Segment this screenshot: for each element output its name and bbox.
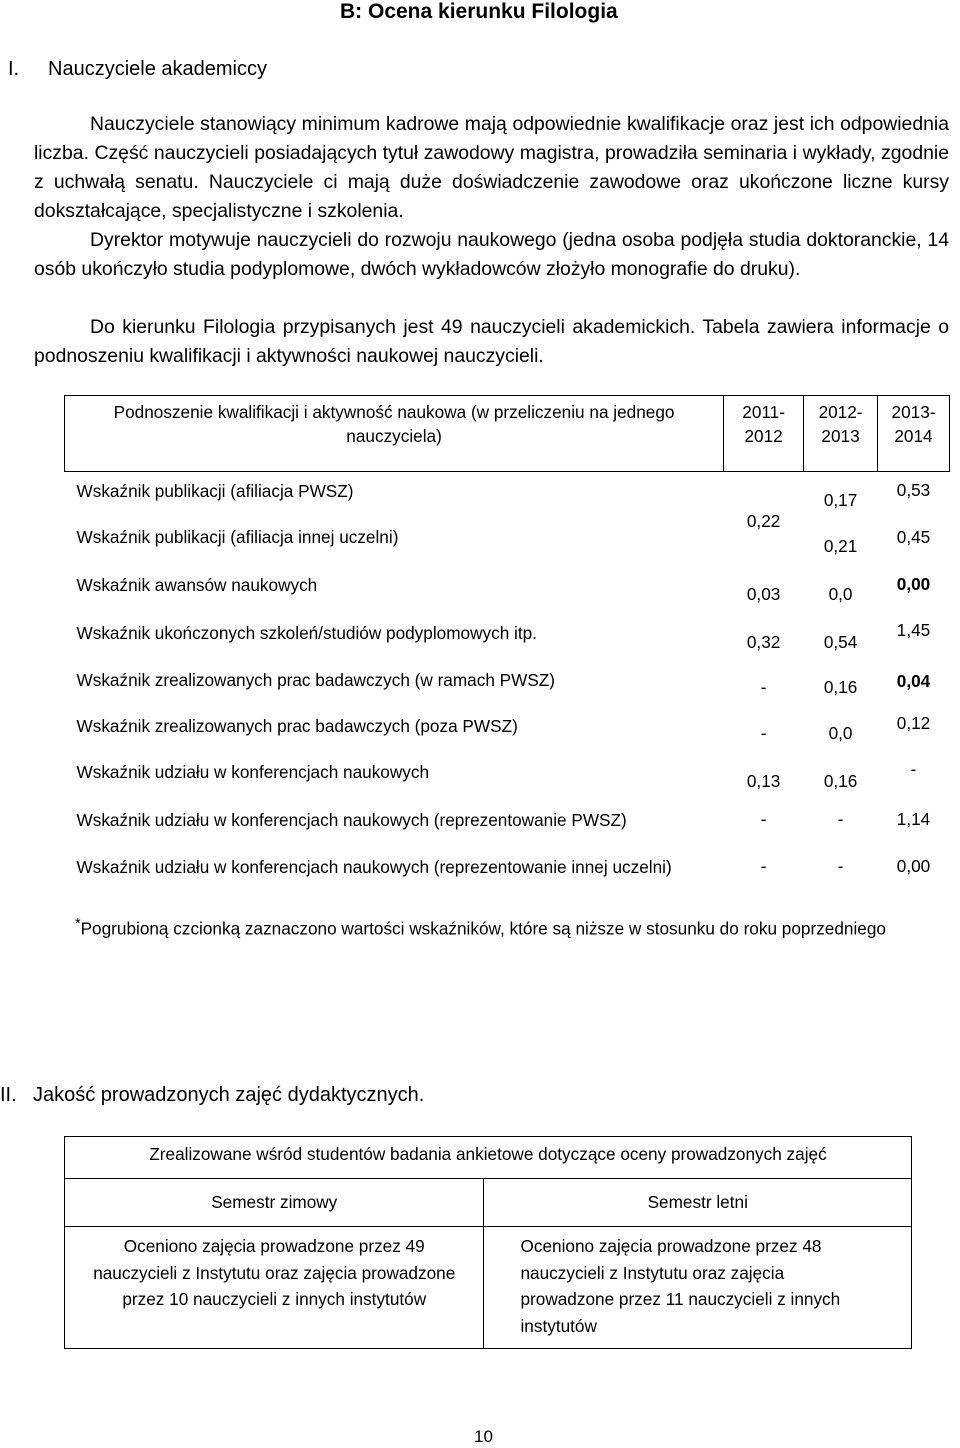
survey-content-row [65,1227,912,1349]
paragraph-2-text: Dyrektor motywuje nauczycieli do rozwoju naukowego (jedna osoba podjęła studia doktoranckie, 14 osób ukończyło studia podyplomowe, dwóch wykładowców złożyło monografie do druku). [34,229,949,280]
value-2011: 0,22 [746,510,781,531]
value-2011: - [760,855,767,876]
paragraph-1-text: Nauczyciele stanowiący minimum kadrowe mają odpowiednie kwalifikacje oraz jest ich odpowiednia liczba. Część nauczycieli posiadających tytuł zawodowy magistra, prowadziła seminaria i wykłady, zgodnie z uchwałą senatu. Nauczyciele ci mają duże doświadczenie zawodowe oraz ukończone liczne kursy dokształcające, specjalistyczne i szkolenia. [34,113,949,222]
value-2013: 0,53 [896,480,931,500]
value-2011: 0,13 [746,770,781,791]
page-number: 10 [474,1427,493,1446]
footnote [75,910,950,943]
value-2013: 0,00 [896,573,931,594]
table-header-row [65,396,950,472]
value-2012: 0,54 [823,631,858,652]
value-2012: 0,16 [823,770,858,791]
row-label: Wskaźnik zrealizowanych prac badawczych (poza PWSZ) [76,715,518,736]
paragraph-3-text: Do kierunku Filologia przypisanych jest 49 nauczycieli akademickich. Tabela zawiera informacje o podnoszeniu kwalifikacji i aktywności naukowej nauczycieli. [34,316,949,367]
header-year-2: 2012-2013 [804,396,878,472]
table-row [65,570,950,618]
section-2-number: II. [0,1084,17,1106]
table-row [65,665,950,711]
table-row [65,711,950,757]
survey-title-row [65,1137,912,1179]
table-row [65,757,950,805]
header-year-3: 2013-2014 [878,396,950,472]
value-2013: 1,45 [896,619,931,640]
value-2013: - [910,758,917,779]
row-label: Wskaźnik zrealizowanych prac badawczych (w ramach PWSZ) [76,669,556,690]
section-2-title: Jakość prowadzonych zajęć dydaktycznych. [33,1084,425,1106]
value-2012: 0,0 [828,583,853,604]
footnote-text: Pogrubioną czcionką zaznaczono wartości wskaźników, które są niższe w stosunku do roku poprzedniego [80,918,886,939]
table-row [65,522,950,570]
winter-semester-header: Semestr zimowy [65,1179,484,1227]
survey-title: Zrealizowane wśród studentów badania ankietowe dotyczące oceny prowadzonych zajęć [65,1137,912,1179]
paragraph-1 [34,110,949,226]
value-2013: 0,04 [896,670,931,691]
row-label: Wskaźnik udziału w konferencjach naukowych (reprezentowanie innej uczelni) [76,856,672,877]
survey-table [64,1136,912,1349]
section-1-number: I. [8,58,20,80]
value-2012: 0,21 [823,535,858,556]
summer-semester-text: Oceniono zajęcia prowadzone przez 48 nauczycieli z Instytutu oraz zajęcia prowadzone przez 11 nauczycieli z innych instytutów [484,1227,912,1349]
document-title: B: Ocena kierunku Filologia [340,0,618,23]
value-2011: - [760,808,767,829]
row-label: Wskaźnik publikacji (afiliacja PWSZ) [76,481,354,501]
winter-semester-text: Oceniono zajęcia prowadzone przez 49 nauczycieli z Instytutu oraz zajęcia prowadzone przez 10 nauczycieli z innych instytutów [65,1227,484,1349]
paragraph-2 [34,226,949,284]
summer-semester-header: Semestr letni [484,1179,912,1227]
value-2011: - [760,722,767,743]
value-2012: - [837,808,844,829]
row-label: Wskaźnik ukończonych szkoleń/studiów podyplomowych itp. [76,622,537,643]
row-label: Wskaźnik awansów naukowych [76,574,318,595]
header-label: Podnoszenie kwalifikacji i aktywność naukowa (w przeliczeniu na jednego nauczyciela) [65,396,724,472]
value-2013: 0,45 [896,526,931,547]
table-row [65,618,950,665]
table-row [65,472,950,522]
value-2011: - [760,676,767,697]
header-year-1: 2011-2012 [724,396,804,472]
row-label: Wskaźnik publikacji (afiliacja innej uczelni) [76,526,399,547]
value-2012: 0,0 [828,722,853,743]
table-row [65,852,950,910]
value-2011: 0,32 [746,631,781,652]
value-2012: 0,16 [823,676,858,697]
row-label: Wskaźnik udziału w konferencjach naukowych [76,761,430,782]
section-1-title: Nauczyciele akademiccy [48,58,267,80]
footnote-mark: * [75,916,81,932]
row-label: Wskaźnik udziału w konferencjach naukowych (reprezentowanie PWSZ) [76,809,627,830]
table-row [65,805,950,852]
value-2013: 0,12 [896,712,931,733]
value-2013: 0,00 [896,855,931,876]
value-2011: 0,03 [746,583,781,604]
value-2013: 1,14 [896,808,931,829]
qualifications-table [64,395,950,910]
value-2012: - [837,855,844,876]
value-2012: 0,17 [823,490,858,510]
survey-header-row [65,1179,912,1227]
paragraph-3 [34,313,949,371]
